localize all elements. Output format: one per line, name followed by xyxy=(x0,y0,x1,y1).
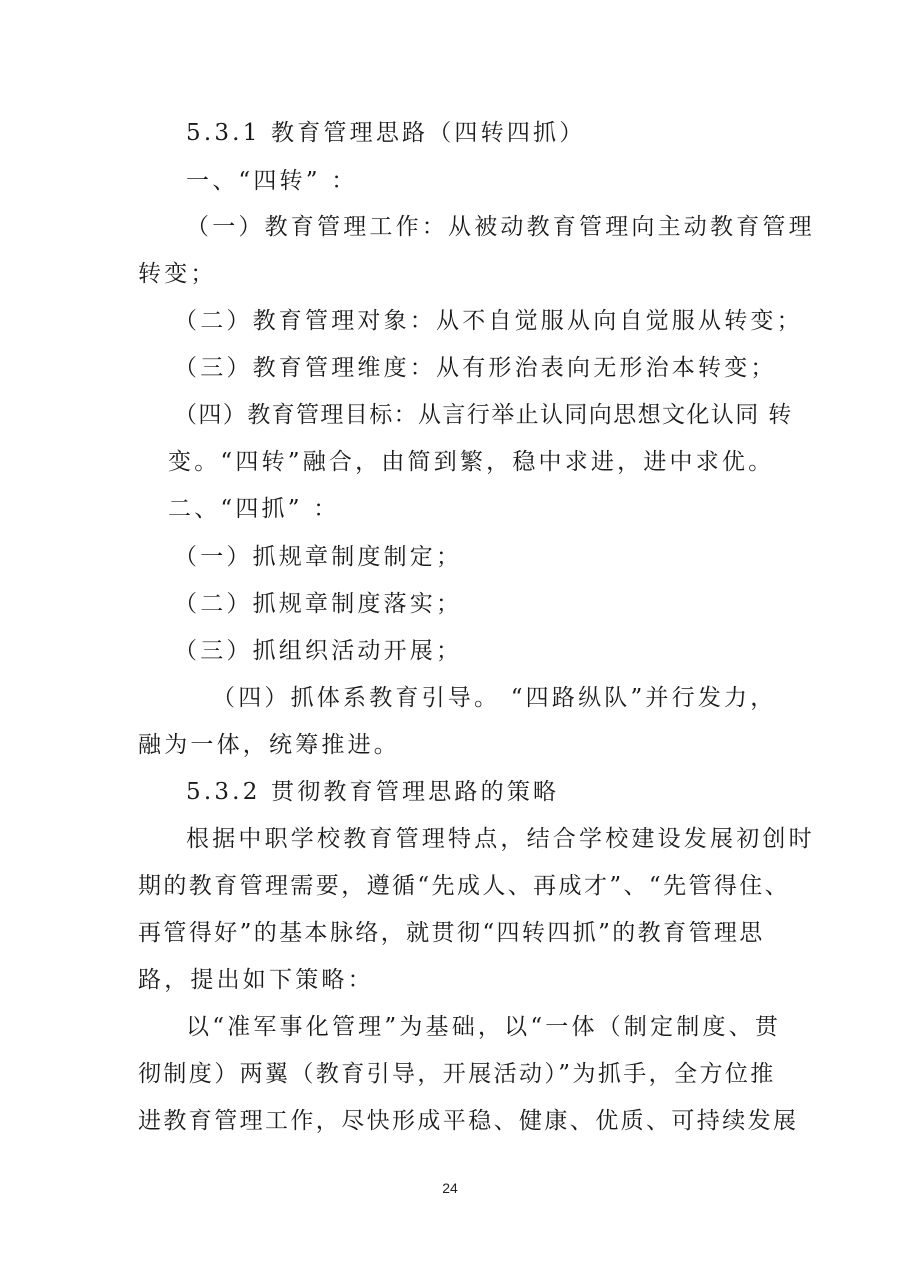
section-heading-5-3-2: 5.3.2 贯彻教育管理思路的策略 xyxy=(186,779,560,805)
subheading-four-transformations: 一、“四转” ： xyxy=(186,168,358,194)
paragraph-line: （一）抓规章制度制定； xyxy=(174,544,463,570)
paragraph-line: 路，提出如下策略： xyxy=(138,967,374,993)
paragraph-line: 以“准军事化管理”为基础，以“一体（制定制度、贯 xyxy=(186,1014,782,1040)
paragraph-line: 期的教育管理需要，遵循“先成人、再成才”、“先管得住、 xyxy=(138,873,791,899)
paragraph-line: （四）教育管理目标：从言行举止认同向思想文化认同 转 xyxy=(174,402,793,428)
paragraph-line: （三）抓组织活动开展； xyxy=(174,638,463,664)
paragraph-line: （四）抓体系教育引导。 “四路纵队”并行发力， xyxy=(212,685,777,711)
paragraph-line: 再管得好”的基本脉络，就贯彻“四转四抓”的教育管理思 xyxy=(138,920,765,946)
paragraph-line: 转变； xyxy=(138,261,217,287)
paragraph-line: （二）抓规章制度落实； xyxy=(174,591,463,617)
paragraph-line: 进教育管理工作，尽快形成平稳、健康、优质、可持续发展 xyxy=(138,1108,799,1134)
subheading-four-grasps: 二、“四抓” ： xyxy=(168,496,340,522)
paragraph-line: 彻制度）两翼（教育引导，开展活动）”为抓手，全方位推 xyxy=(138,1061,776,1087)
paragraph-line: （一）教育管理工作：从被动教育管理向主动教育管理 xyxy=(186,214,815,240)
paragraph-line: （二）教育管理对象：从不自觉服从向自觉服从转变； xyxy=(174,308,803,334)
section-heading-5-3-1: 5.3.1 教育管理思路（四转四抓） xyxy=(186,120,586,146)
paragraph-line: 变。“四转”融合，由简到繁，稳中求进，进中求优。 xyxy=(168,449,775,475)
paragraph-line: 融为一体，统筹推进。 xyxy=(138,732,400,758)
paragraph-line: （三）教育管理维度：从有形治表向无形治本转变； xyxy=(174,355,777,381)
page-number: 24 xyxy=(442,1180,458,1196)
paragraph-line: 根据中职学校教育管理特点，结合学校建设发展初创时 xyxy=(186,826,815,852)
